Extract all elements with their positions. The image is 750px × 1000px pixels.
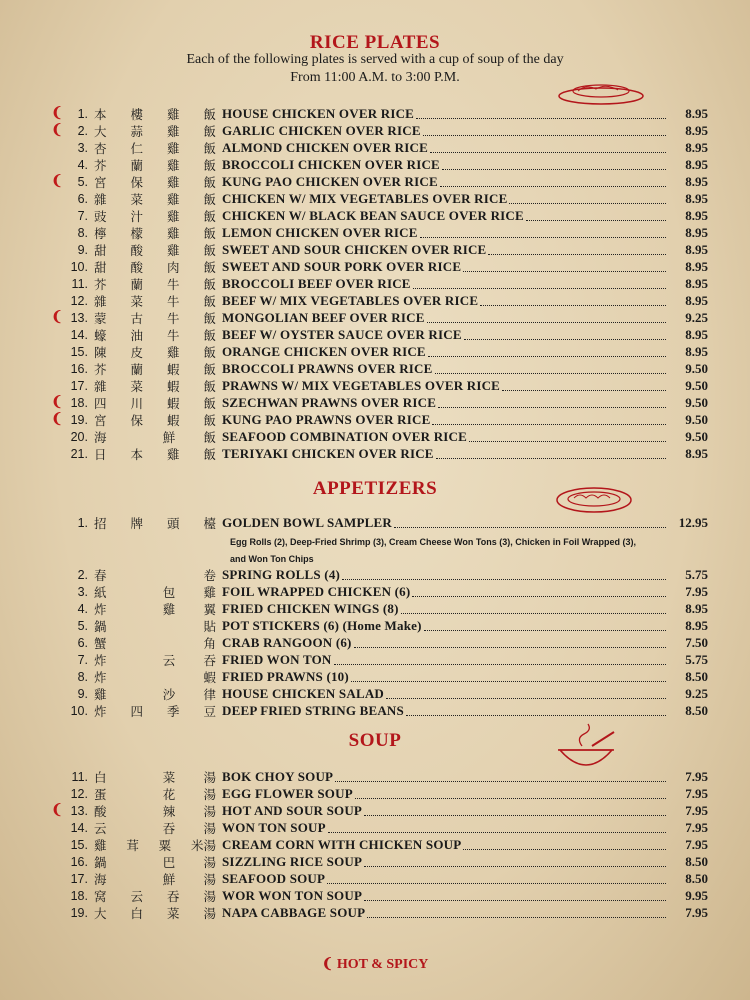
item-price: 8.95	[685, 122, 708, 138]
menu-item-row	[48, 819, 708, 836]
menu-item-row	[48, 617, 708, 634]
item-english-name: BROCCOLI PRAWNS OVER RICE	[222, 360, 433, 376]
dot-leader	[412, 587, 666, 597]
item-english-name: HOUSE CHICKEN OVER RICE	[222, 105, 415, 121]
item-price: 9.50	[685, 360, 708, 376]
dot-leader	[386, 689, 666, 699]
item-chinese-name: 白 菜 湯	[94, 769, 216, 785]
dot-leader	[364, 857, 666, 867]
item-chinese-name: 海 鮮 飯	[94, 429, 216, 445]
item-chinese-name: 雜 菜 蝦 飯	[94, 378, 216, 394]
dot-leader	[463, 262, 666, 272]
dot-leader	[401, 604, 666, 614]
dot-leader	[502, 381, 666, 391]
dot-leader	[442, 160, 666, 170]
item-chinese-name: 芥 蘭 雞 飯	[94, 157, 216, 173]
item-chinese-name: 宮 保 雞 飯	[94, 174, 216, 190]
item-english-name: SZECHWAN PRAWNS OVER RICE	[222, 394, 437, 410]
rice-plates-title: RICE PLATES	[309, 32, 441, 53]
item-english-name: WON TON SOUP	[222, 819, 326, 835]
item-english-name: TERIYAKI CHICKEN OVER RICE	[222, 445, 434, 461]
item-english-name: POT STICKERS (6) (Home Make)	[222, 617, 422, 633]
item-price: 7.95	[685, 904, 708, 920]
menu-item-row	[48, 394, 708, 411]
item-number: 9.	[77, 686, 88, 701]
sampler-note-cont: and Won Ton Chips	[230, 554, 314, 564]
dot-leader	[480, 296, 666, 306]
item-price: 9.50	[685, 428, 708, 444]
chili-pepper-icon: ❨	[51, 106, 63, 121]
menu-item-row	[48, 343, 708, 360]
item-number: 18.	[70, 395, 88, 410]
item-chinese-name: 宮 保 蝦 飯	[94, 412, 216, 428]
item-chinese-name: 陳 皮 雞 飯	[94, 344, 216, 360]
item-price: 7.95	[685, 819, 708, 835]
soup-title: SOUP	[348, 730, 402, 751]
item-price: 8.95	[685, 139, 708, 155]
menu-item-row	[48, 360, 708, 377]
item-english-name: DEEP FRIED STRING BEANS	[222, 702, 404, 718]
item-number: 5.	[77, 174, 88, 189]
chili-pepper-icon: ❨	[321, 957, 334, 972]
item-number: 15.	[70, 837, 88, 852]
item-english-name: MONGOLIAN BEEF OVER RICE	[222, 309, 425, 325]
item-number: 11.	[71, 769, 88, 784]
menu-item-row	[48, 514, 708, 531]
item-english-name: ORANGE CHICKEN OVER RICE	[222, 343, 426, 359]
item-chinese-name: 大 蒜 雞 飯	[94, 123, 216, 139]
menu-item-row	[48, 887, 708, 904]
item-number: 20.	[70, 429, 88, 444]
item-price: 8.50	[685, 870, 708, 886]
dot-leader	[406, 706, 666, 716]
dot-leader	[436, 449, 666, 459]
item-price: 7.50	[685, 634, 708, 650]
item-english-name: FRIED PRAWNS (10)	[222, 668, 349, 684]
dot-leader	[488, 245, 666, 255]
item-chinese-name: 鍋 貼	[94, 618, 216, 634]
item-number: 17.	[70, 871, 88, 886]
item-price: 8.95	[685, 275, 708, 291]
dot-leader	[416, 109, 666, 119]
item-english-name: EGG FLOWER SOUP	[222, 785, 353, 801]
item-english-name: HOUSE CHICKEN SALAD	[222, 685, 384, 701]
item-number: 9.	[77, 242, 88, 257]
item-chinese-name: 鍋 巴 湯	[94, 854, 216, 870]
item-english-name: WOR WON TON SOUP	[222, 887, 363, 903]
item-english-name: HOT AND SOUR SOUP	[222, 802, 363, 818]
menu-item-row	[48, 685, 708, 702]
item-chinese-name: 雜 菜 雞 飯	[94, 191, 216, 207]
menu-item-row	[48, 377, 708, 394]
dot-leader	[355, 789, 666, 799]
item-price: 9.50	[685, 394, 708, 410]
item-number: 21.	[70, 446, 88, 461]
item-english-name: CHICKEN W/ MIX VEGETABLES OVER RICE	[222, 190, 508, 206]
menu-item-row	[48, 445, 708, 462]
item-price: 9.25	[685, 309, 708, 325]
item-price: 8.95	[685, 600, 708, 616]
dot-leader	[469, 432, 666, 442]
item-number: 15.	[70, 344, 88, 359]
menu-item-row	[48, 275, 708, 292]
menu-item-row	[48, 870, 708, 887]
item-english-name: BROCCOLI CHICKEN OVER RICE	[222, 156, 440, 172]
dot-leader	[463, 840, 666, 850]
item-price: 8.95	[685, 207, 708, 223]
item-english-name: PRAWNS W/ MIX VEGETABLES OVER RICE	[222, 377, 501, 393]
menu-item-row	[48, 768, 708, 785]
item-price: 8.95	[685, 173, 708, 189]
item-chinese-name: 炸 四 季 豆	[94, 703, 216, 719]
item-chinese-name: 本 樓 雞 飯	[94, 106, 216, 122]
item-number: 13.	[70, 310, 88, 325]
menu-item-row	[48, 207, 708, 224]
menu-item-row	[48, 105, 708, 122]
item-price: 8.95	[685, 241, 708, 257]
dot-leader	[428, 347, 666, 357]
item-number: 8.	[77, 669, 88, 684]
item-english-name: SWEET AND SOUR CHICKEN OVER RICE	[222, 241, 487, 257]
menu-item-row	[48, 583, 708, 600]
dot-leader	[464, 330, 666, 340]
item-chinese-name: 檸 檬 雞 飯	[94, 225, 216, 241]
item-chinese-name: 杏 仁 雞 飯	[94, 140, 216, 156]
item-number: 18.	[70, 888, 88, 903]
item-chinese-name: 日 本 雞 飯	[94, 446, 216, 462]
item-price: 8.95	[685, 292, 708, 308]
menu-item-row	[48, 258, 708, 275]
dot-leader	[364, 806, 666, 816]
item-chinese-name: 云 吞 湯	[94, 820, 216, 836]
item-chinese-name: 招 牌 頭 檯	[94, 515, 216, 531]
item-english-name: SEAFOOD COMBINATION OVER RICE	[222, 428, 467, 444]
item-number: 6.	[77, 191, 88, 206]
item-price: 7.95	[685, 785, 708, 801]
item-english-name: SIZZLING RICE SOUP	[222, 853, 363, 869]
menu-item-row	[48, 668, 708, 685]
item-price: 7.95	[685, 802, 708, 818]
item-number: 1.	[77, 106, 88, 121]
item-price: 8.95	[685, 326, 708, 342]
item-number: 12.	[70, 293, 88, 308]
item-price: 9.50	[685, 411, 708, 427]
item-number: 5.	[77, 618, 88, 633]
menu-item-row	[48, 156, 708, 173]
item-price: 5.75	[685, 566, 708, 582]
dot-leader	[432, 415, 666, 425]
chili-pepper-icon: ❨	[51, 310, 63, 325]
menu-item-row	[48, 802, 708, 819]
sampler-note: Egg Rolls (2), Deep-Fried Shrimp (3), Cream Cheese Won Tons (3), Chicken in Foil Wrapped (3),	[230, 537, 637, 547]
dot-leader	[420, 228, 666, 238]
legend-label: HOT & SPICY	[336, 957, 429, 972]
item-chinese-name: 雞 沙 律	[94, 686, 216, 702]
menu-item-row	[48, 241, 708, 258]
dot-leader	[394, 518, 666, 528]
item-number: 4.	[77, 157, 88, 172]
item-chinese-name: 四 川 蝦 飯	[94, 395, 216, 411]
item-price: 8.95	[685, 224, 708, 240]
item-price: 7.95	[685, 768, 708, 784]
menu-item-row	[48, 428, 708, 445]
menu-item-row	[48, 836, 708, 853]
menu-item-row	[48, 853, 708, 870]
rice-plate-illustration-icon	[556, 80, 646, 106]
item-english-name: BROCCOLI BEEF OVER RICE	[222, 275, 411, 291]
item-chinese-name: 春 卷	[94, 567, 216, 583]
item-chinese-name: 雞 茸 粟 米湯	[94, 837, 216, 853]
menu-item-row	[48, 309, 708, 326]
item-english-name: CREAM CORN WITH CHICKEN SOUP	[222, 836, 462, 852]
item-price: 9.95	[685, 887, 708, 903]
chili-pepper-icon: ❨	[51, 123, 63, 138]
dot-leader	[367, 908, 666, 918]
item-english-name: SPRING ROLLS (4)	[222, 566, 341, 582]
menu-item-row	[48, 634, 708, 651]
menu-item-row	[48, 600, 708, 617]
item-number: 16.	[70, 361, 88, 376]
appetizers-title: APPETIZERS	[312, 478, 438, 499]
item-price: 8.95	[685, 343, 708, 359]
item-price: 7.95	[685, 583, 708, 599]
dot-leader	[364, 891, 666, 901]
item-number: 10.	[70, 703, 88, 718]
item-english-name: BEEF W/ MIX VEGETABLES OVER RICE	[222, 292, 479, 308]
item-chinese-name: 炸 云 吞	[94, 652, 216, 668]
item-chinese-name: 酸 辣 湯	[94, 803, 216, 819]
menu-item-row	[48, 190, 708, 207]
item-chinese-name: 蟹 角	[94, 635, 216, 651]
item-english-name: SEAFOOD SOUP	[222, 870, 326, 886]
dot-leader	[424, 621, 666, 631]
item-number: 13.	[70, 803, 88, 818]
item-price: 5.75	[685, 651, 708, 667]
menu-item-row	[48, 411, 708, 428]
menu-item-row	[48, 702, 708, 719]
item-number: 14.	[70, 327, 88, 342]
item-price: 8.95	[685, 617, 708, 633]
item-chinese-name: 豉 汁 雞 飯	[94, 208, 216, 224]
item-english-name: FRIED CHICKEN WINGS (8)	[222, 600, 399, 616]
item-english-name: NAPA CABBAGE SOUP	[222, 904, 366, 920]
menu-item-row	[48, 122, 708, 139]
item-number: 4.	[77, 601, 88, 616]
item-number: 7.	[77, 652, 88, 667]
menu-item-row	[48, 326, 708, 343]
chili-pepper-icon: ❨	[51, 395, 63, 410]
item-chinese-name: 窝 云 吞 湯	[94, 888, 216, 904]
item-chinese-name: 雜 菜 牛 飯	[94, 293, 216, 309]
item-number: 7.	[77, 208, 88, 223]
item-chinese-name: 蒙 古 牛 飯	[94, 310, 216, 326]
item-chinese-name: 炸 雞 翼	[94, 601, 216, 617]
item-english-name: GOLDEN BOWL SAMPLER	[222, 514, 392, 530]
item-chinese-name: 芥 蘭 牛 飯	[94, 276, 216, 292]
item-number: 12.	[70, 786, 88, 801]
item-price: 8.95	[685, 258, 708, 274]
chili-pepper-icon: ❨	[51, 803, 63, 818]
dot-leader	[334, 655, 666, 665]
item-price: 8.50	[685, 668, 708, 684]
item-chinese-name: 炸 蝦	[94, 669, 216, 685]
item-english-name: FOIL WRAPPED CHICKEN (6)	[222, 583, 411, 599]
menu-item-row	[48, 224, 708, 241]
item-chinese-name: 甜 酸 雞 飯	[94, 242, 216, 258]
dot-leader	[413, 279, 666, 289]
item-price: 9.50	[685, 377, 708, 393]
item-price: 8.95	[685, 105, 708, 121]
item-number: 19.	[70, 412, 88, 427]
menu-item-row	[48, 173, 708, 190]
dot-leader	[351, 672, 666, 682]
item-english-name: ALMOND CHICKEN OVER RICE	[222, 139, 428, 155]
hot-spicy-legend	[0, 956, 750, 973]
item-price: 8.50	[685, 702, 708, 718]
chili-pepper-icon: ❨	[51, 174, 63, 189]
dot-leader	[430, 143, 666, 153]
item-chinese-name: 甜 酸 肉 飯	[94, 259, 216, 275]
item-price: 8.50	[685, 853, 708, 869]
item-english-name: BEEF W/ OYSTER SAUCE OVER RICE	[222, 326, 462, 342]
rice-plates-subtitle: Each of the following plates is served with a cup of soup of the day	[186, 52, 564, 67]
item-english-name: LEMON CHICKEN OVER RICE	[222, 224, 418, 240]
menu-item-row	[48, 904, 708, 921]
item-english-name: FRIED WON TON	[222, 651, 332, 667]
item-number: 2.	[77, 567, 88, 582]
item-number: 3.	[77, 140, 88, 155]
item-price: 9.25	[685, 685, 708, 701]
item-price: 8.95	[685, 190, 708, 206]
dot-leader	[423, 126, 666, 136]
item-price: 12.95	[678, 514, 708, 530]
dot-leader	[438, 398, 666, 408]
item-number: 8.	[77, 225, 88, 240]
item-english-name: CRAB RANGOON (6)	[222, 634, 352, 650]
item-number: 3.	[77, 584, 88, 599]
menu-item-row	[48, 785, 708, 802]
dot-leader	[335, 772, 666, 782]
chili-pepper-icon: ❨	[51, 412, 63, 427]
item-english-name: SWEET AND SOUR PORK OVER RICE	[222, 258, 462, 274]
item-chinese-name: 蠔 油 牛 飯	[94, 327, 216, 343]
item-chinese-name: 海 鮮 湯	[94, 871, 216, 887]
dot-leader	[435, 364, 667, 374]
dot-leader	[427, 313, 666, 323]
dot-leader	[327, 874, 666, 884]
item-chinese-name: 大 白 菜 湯	[94, 905, 216, 921]
item-english-name: BOK CHOY SOUP	[222, 768, 334, 784]
item-number: 2.	[77, 123, 88, 138]
item-number: 16.	[70, 854, 88, 869]
item-number: 14.	[70, 820, 88, 835]
item-english-name: GARLIC CHICKEN OVER RICE	[222, 122, 421, 138]
item-chinese-name: 蛋 花 湯	[94, 786, 216, 802]
item-number: 11.	[71, 276, 88, 291]
item-price: 8.95	[685, 156, 708, 172]
menu-item-row	[48, 292, 708, 309]
item-price: 7.95	[685, 836, 708, 852]
rice-plates-hours: From 11:00 A.M. to 3:00 P.M.	[290, 70, 460, 85]
appetizer-plate-illustration-icon	[554, 482, 634, 516]
menu-item-row	[48, 139, 708, 156]
item-chinese-name: 芥 蘭 蝦 飯	[94, 361, 216, 377]
item-english-name: KUNG PAO PRAWNS OVER RICE	[222, 411, 431, 427]
dot-leader	[354, 638, 666, 648]
dot-leader	[328, 823, 666, 833]
item-number: 19.	[70, 905, 88, 920]
item-number: 6.	[77, 635, 88, 650]
item-price: 8.95	[685, 445, 708, 461]
item-english-name: KUNG PAO CHICKEN OVER RICE	[222, 173, 438, 189]
dot-leader	[342, 570, 666, 580]
item-number: 17.	[70, 378, 88, 393]
dot-leader	[509, 194, 666, 204]
item-chinese-name: 紙 包 雞	[94, 584, 216, 600]
menu-item-row	[48, 566, 708, 583]
item-number: 10.	[70, 259, 88, 274]
dot-leader	[440, 177, 666, 187]
item-number: 1.	[77, 515, 88, 530]
item-english-name: CHICKEN W/ BLACK BEAN SAUCE OVER RICE	[222, 207, 524, 223]
menu-item-row	[48, 651, 708, 668]
dot-leader	[526, 211, 666, 221]
